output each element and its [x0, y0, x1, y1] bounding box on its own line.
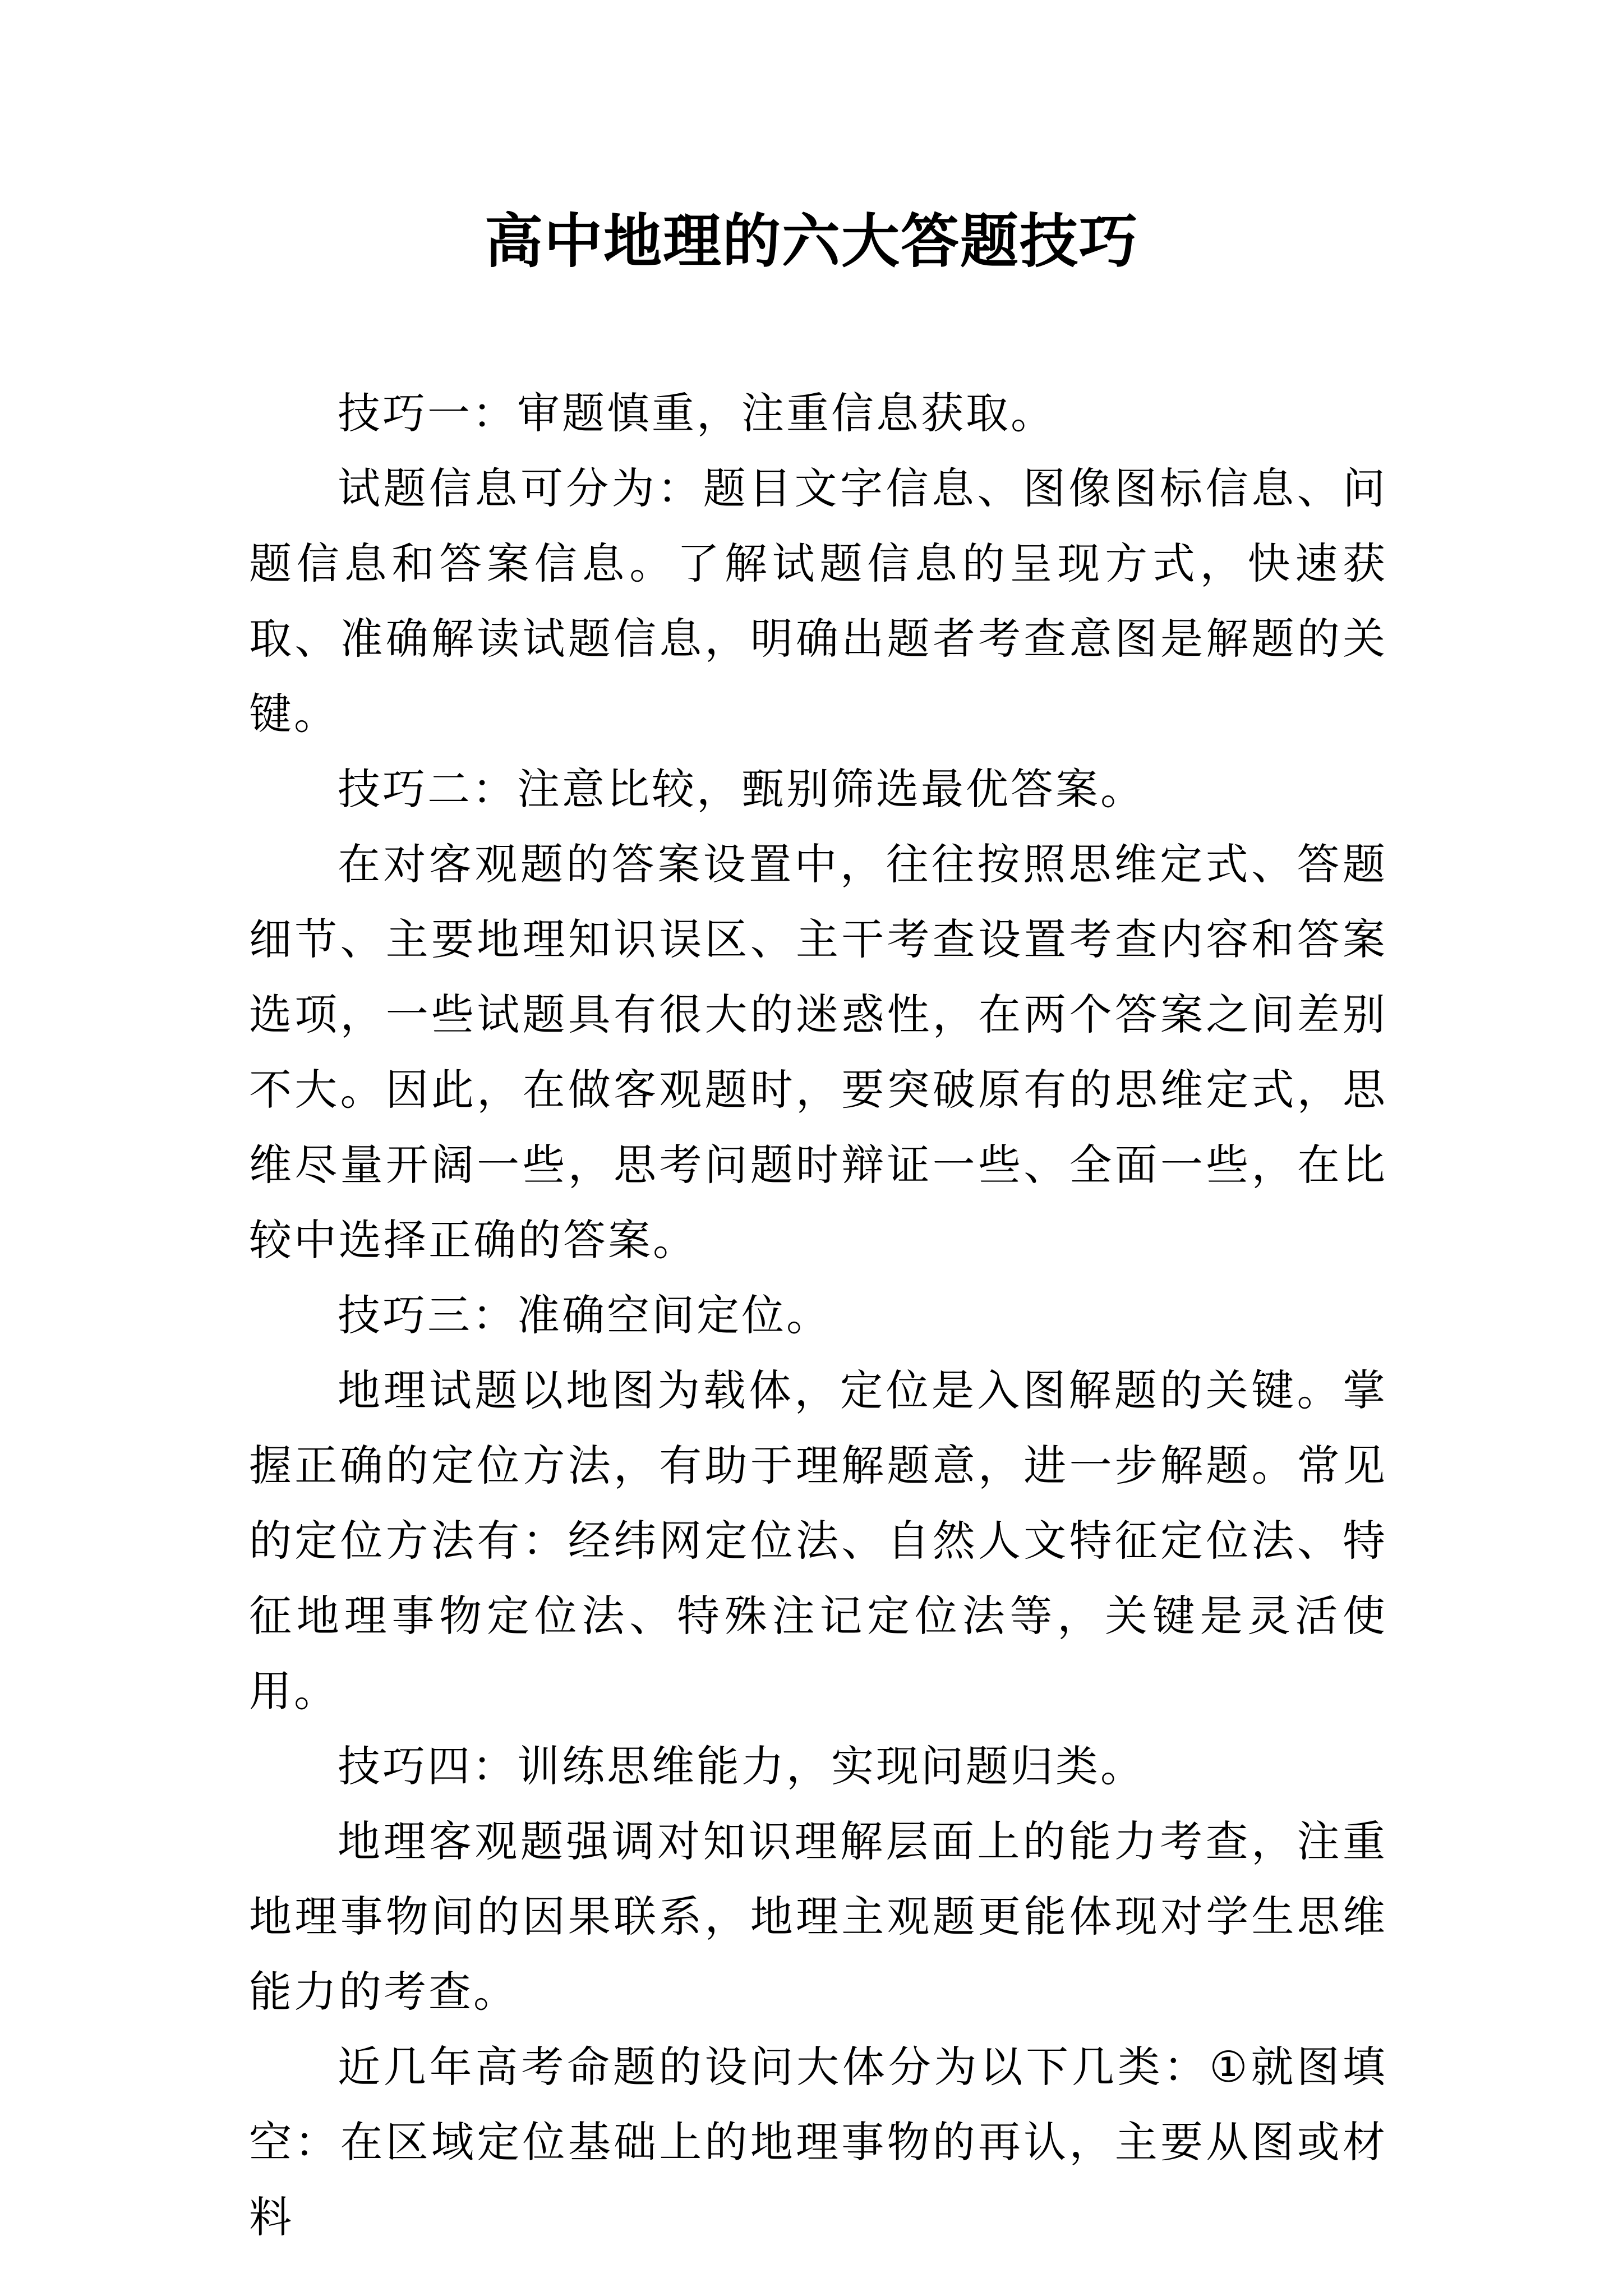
- paragraph-tip-1-heading: 技巧一：审题慎重，注重信息获取。: [338, 388, 1055, 438]
- paragraph-tip-3-body: 地理试题以地图为载体，定位是入图解题的关键。掌握正确的定位方法，有助于理解题意，进一步解题。常见的定位方法有：经纬网定位法、自然人文特征定位法、特征地理事物定位法、特殊注记定位法等，关键是灵活使用。: [249, 1365, 1387, 1716]
- paragraph-tip-1-body: 试题信息可分为：题目文字信息、图像图标信息、问题信息和答案信息。了解试题信息的呈现方式，快速获取、准确解读试题信息，明确出题者考查意图是解题的关键。: [249, 463, 1387, 739]
- paragraph-tip-4-heading: 技巧四：训练思维能力，实现问题归类。: [338, 1741, 1145, 1791]
- paragraph-tip-2-heading: 技巧二：注意比较，甄别筛选最优答案。: [338, 764, 1145, 814]
- document-body: [249, 376, 1387, 2255]
- document-title: 高中地理的六大答题技巧: [484, 206, 1138, 275]
- paragraph-tip-2-body: 在对客观题的答案设置中，往往按照思维定式、答题细节、主要地理知识误区、主干考查设置考查内容和答案选项，一些试题具有很大的迷惑性，在两个答案之间差别不大。因此，在做客观题时，要突破原有的思维定式，思维尽量开阔一些，思考问题时辩证一些、全面一些，在比较中选择正确的答案。: [249, 839, 1387, 1265]
- paragraph-tip-3-heading: 技巧三：准确空间定位。: [338, 1290, 831, 1340]
- paragraph-tip-4-body: 地理客观题强调对知识理解层面上的能力考查，注重地理事物间的因果联系，地理主观题更能体现对学生思维能力的考查。: [249, 1816, 1387, 2017]
- paragraph-tip-4-question-types: 近几年高考命题的设问大体分为以下几类：①就图填空：在区域定位基础上的地理事物的再认，主要从图或材料: [249, 2042, 1387, 2242]
